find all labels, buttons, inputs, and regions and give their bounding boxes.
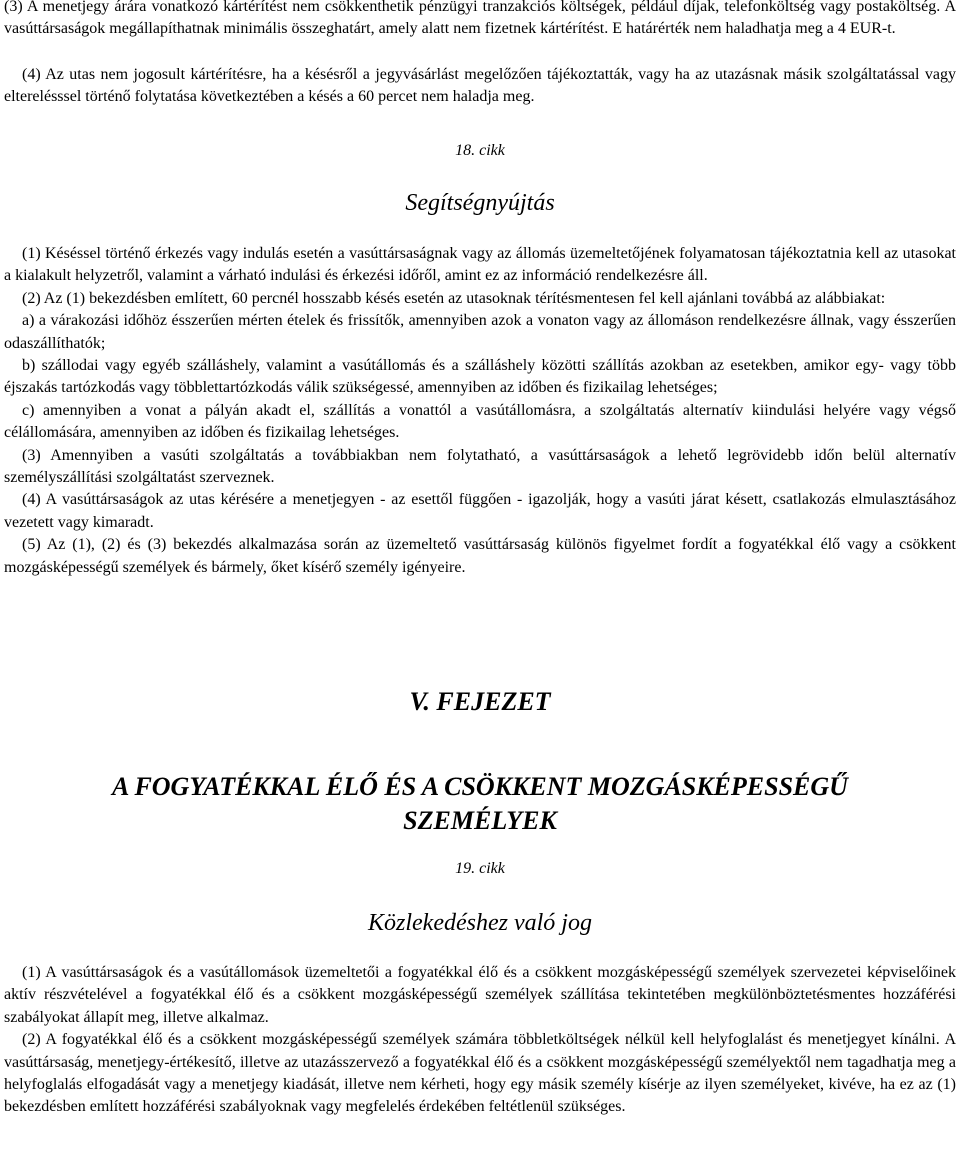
article-19-paragraph-2: (2) A fogyatékkal élő és a csökkent mozgásképességű személyek számára többletköltségek nélkül kell helyfoglalást és menetjegyet kínálni. A vasúttársaság, menetjegy-értékesítő, illetve az utazásszervező a fogyatékkal élő és a csökkent mozgásképességű személyektől nem tagadhatja meg a helyfoglalás elfogadását vagy a menetjegy kiadását, illetve nem kérheti, hogy egy másik személy kísérje az ilyen személyeket, kivéve, ha ez az (1) bekezdésben említett hozzáférési szabályoknak vagy megfelelés érdekében feltétlenül szükséges. bbox=[4, 1031, 956, 1116]
article-19-title: Közlekedéshez való jog bbox=[368, 910, 592, 936]
paragraph-3: (3) A menetjegy árára vonatkozó kártérítést nem csökkenthetik pénzügyi tranzakciós költségek, például díjak, telefonköltség vagy postaköltség. A vasúttársaságok megállapíthatnak minimális összeghatárt, amely alatt nem fizetnek kártérítést. E határérték nem haladhatja meg a 4 EUR-t. bbox=[4, 0, 956, 38]
article-18-paragraph-2: (2) Az (1) bekezdésben említett, 60 percnél hosszabb késés esetén az utasoknak térítésmentesen fel kell ajánlani továbbá az alábbiakat: bbox=[22, 289, 886, 307]
article-19-body bbox=[4, 962, 956, 1119]
article-18-paragraph-3: (3) Amennyiben a vasúti szolgáltatás a továbbiakban nem folytatható, a vasúttársaságok a lehető legrövidebb időn belül alternatív személyszállítási szolgáltatást szerveznek. bbox=[4, 446, 956, 487]
chapter-5-title: A FOGYATÉKKAL ÉLŐ ÉS A CSÖKKENT MOZGÁSKÉPESSÉGŰ SZEMÉLYEK bbox=[112, 772, 848, 835]
article-18-number: 18. cikk bbox=[455, 142, 505, 159]
article-18-point-b: b) szállodai vagy egyéb szálláshely, valamint a vasútállomás és a szálláshely közötti szállítás azokban az esetekben, amikor egy- vagy több éjszakás tartózkodás vagy többlettartózkodás válik szükségessé, amennyiben az időben és fizikailag lehetséges; bbox=[4, 357, 956, 397]
article-19-paragraph-1: (1) A vasúttársaságok és a vasútállomások üzemeltetői a fogyatékkal élő és a csökkent mozgásképességű személyek szervezetei képviselőinek aktív részvételével a fogyatékkal élő és a csökkent mozgásképességű személyek szállítása tekintetében megkülönböztetésmentes hozzáférési szabályokat állapít meg, illetve alkalmaz. bbox=[4, 964, 956, 1026]
article-19-number: 19. cikk bbox=[455, 860, 505, 877]
chapter-5-number: V. FEJEZET bbox=[409, 687, 551, 716]
article-18-paragraph-4: (4) A vasúttársaságok az utas kérésére a menetjegyen - az esettől függően - igazolják, hogy a vasúti járat késett, csatlakozás elmulasztásához vezetett vagy kimaradt. bbox=[4, 491, 956, 531]
article-18-body bbox=[4, 243, 956, 579]
article-18-point-c: c) amennyiben a vonat a pályán akadt el, szállítás a vonattól a vasútállomásra, a szolgáltatás alternatív kiindulási helyére vagy végső célállomására, amennyiben az időben és fizikailag lehetséges. bbox=[4, 401, 956, 442]
article-18-paragraph-1: (1) Késéssel történő érkezés vagy indulás esetén a vasúttársaságnak vagy az állomás üzemeltetőjének folyamatosan tájékoztatnia kell az utasokat a kialakult helyzetről, valamint a várható indulási és érkezési időről, amint ez az információ rendelkezésre áll. bbox=[4, 245, 956, 285]
article-18-title: Segítségnyújtás bbox=[405, 190, 555, 216]
article-18-point-a: a) a várakozási időhöz ésszerűen mérten ételek és frissítők, amennyiben azok a vonaton vagy az állomáson rendelkezésre állnak, vagy ésszerűen odaszállíthatók; bbox=[4, 312, 956, 352]
article-18-paragraph-5: (5) Az (1), (2) és (3) bekezdés alkalmazása során az üzemeltető vasúttársaság különös figyelmet fordít a fogyatékkal élő vagy a csökkent mozgásképességű személyek és bármely, őket kísérő személy igényeire. bbox=[4, 536, 956, 576]
paragraph-4: (4) Az utas nem jogosult kártérítésre, ha a késésről a jegyvásárlást megelőzően tájékoztatták, vagy ha az utazásnak másik szolgáltatással vagy elterelésssel történő folytatása következtében a késés a 60 percet nem haladja meg. bbox=[4, 66, 956, 106]
